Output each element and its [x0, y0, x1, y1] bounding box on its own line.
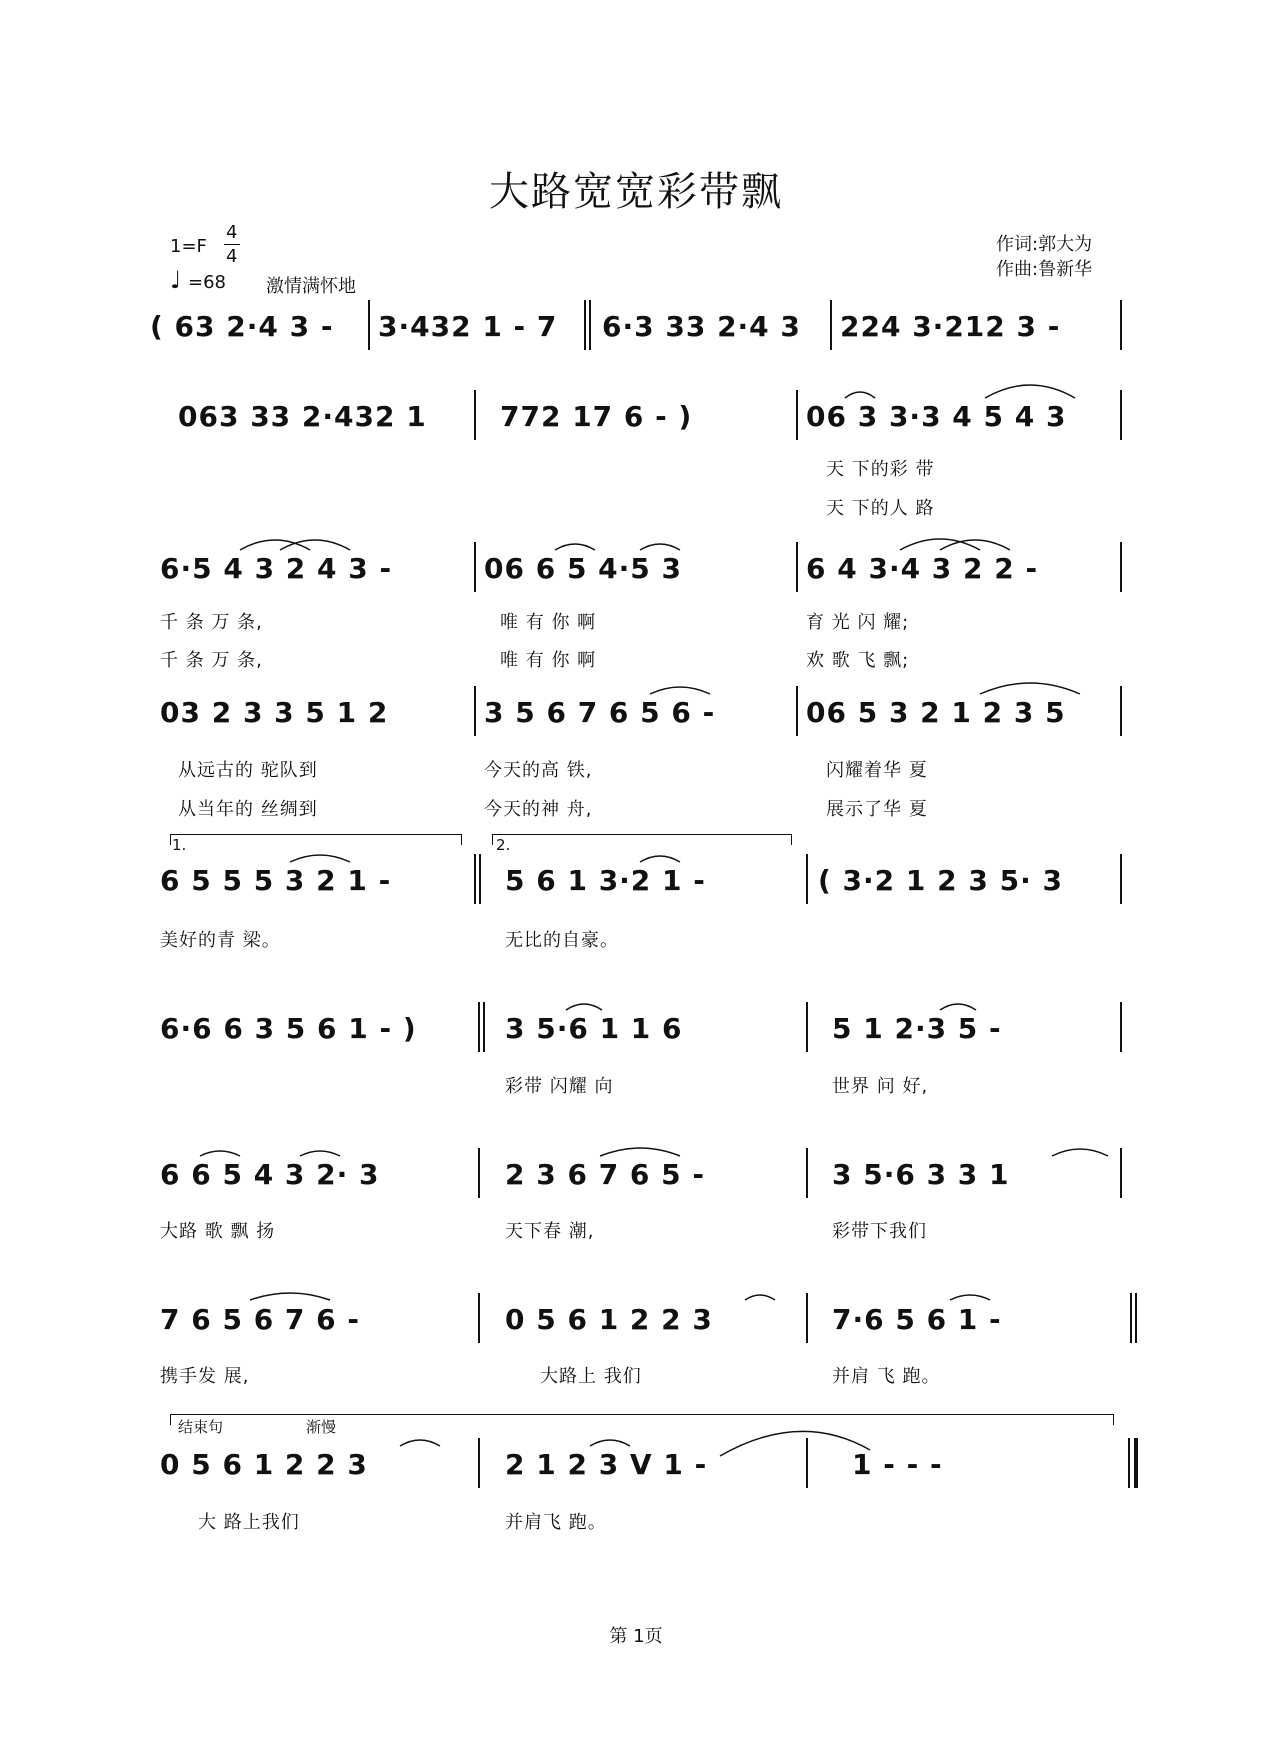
lyric-verse-1: 天下春 潮, [505, 1221, 595, 1242]
measure-2-3: 06 3 3·3 4 5 4 3 [806, 400, 1067, 433]
lyric-verse-2: 从当年的 丝绸到 [178, 799, 318, 820]
slur [555, 544, 595, 550]
slur [745, 1295, 775, 1300]
slur [940, 540, 1010, 550]
measure-9-1: 0 5 6 1 2 2 3 [160, 1448, 368, 1481]
measure-1-2: 3·432 1 - 7 [378, 310, 558, 343]
measure-7-1: 6 6 5 4 3 2· 3 [160, 1158, 380, 1191]
lyric-verse-1: 并肩 飞 跑。 [832, 1366, 941, 1387]
slur [300, 1151, 340, 1156]
slur [600, 1148, 680, 1156]
lyric-verse-2: 今天的神 舟, [484, 799, 593, 820]
measure-7-2: 2 3 6 7 6 5 - [505, 1158, 706, 1191]
measure-5-3: ( 3·2 1 2 3 5· 3 [818, 864, 1063, 897]
ending-label: 结束句 [178, 1418, 224, 1436]
lyric-verse-2: 天 下的人 路 [826, 498, 935, 519]
lyric-verse-2: 欢 歌 飞 飘; [806, 650, 910, 671]
lyric-verse-1: 大 路上我们 [198, 1512, 300, 1533]
slur [1052, 1149, 1108, 1156]
measure-3-1: 6·5 4 3 2 4 3 - [160, 552, 393, 585]
measure-7-3: 3 5·6 3 3 1 [832, 1158, 1010, 1191]
time-signature-denominator: 4 [226, 246, 238, 267]
volta-label-2: 2. [496, 836, 511, 854]
lyric-verse-1: 大路 歌 飘 扬 [160, 1221, 276, 1242]
slur [290, 855, 350, 862]
lyric-verse-1: 彩带下我们 [832, 1221, 927, 1242]
measure-3-3: 6 4 3·4 3 2 2 - [806, 552, 1039, 585]
lyric-verse-1: 世界 问 好, [832, 1076, 929, 1097]
lyric-verse-1: 携手发 展, [160, 1366, 250, 1387]
tempo-change-marking: 渐慢 [306, 1418, 337, 1436]
slur [640, 856, 680, 862]
lyric-verse-1: 大路上 我们 [540, 1366, 642, 1387]
lyric-verse-2: 展示了华 夏 [826, 799, 928, 820]
measure-8-1: 7 6 5 6 7 6 - [160, 1303, 361, 1336]
slur [250, 1293, 330, 1300]
measure-9-3: 1 - - - [852, 1448, 943, 1481]
lyricist-credit: 作词:郭大为 [996, 234, 1093, 255]
lyric-verse-1: 美好的青 梁。 [160, 930, 281, 951]
expression-marking: 激情满怀地 [266, 276, 356, 297]
lyric-verse-1: 从远古的 驼队到 [178, 760, 318, 781]
measure-3-2: 06 6 5 4·5 3 [484, 552, 683, 585]
slur [200, 1151, 240, 1156]
volta-label-1: 1. [172, 836, 187, 854]
slur [940, 1004, 976, 1010]
composer-credit: 作曲:鲁新华 [996, 259, 1093, 280]
measure-4-1: 03 2 3 3 5 1 2 [160, 696, 389, 729]
measure-1-4: 224 3·212 3 - [840, 310, 1061, 343]
lyric-verse-1: 唯 有 你 啊 [500, 612, 597, 633]
time-signature-numerator: 4 [226, 222, 238, 243]
lyric-verse-1: 彩带 闪耀 向 [505, 1076, 614, 1097]
lyric-verse-2: 唯 有 你 啊 [500, 650, 597, 671]
measure-4-2: 3 5 6 7 6 5 6 - [484, 696, 716, 729]
measure-8-2: 0 5 6 1 2 2 3 [505, 1303, 713, 1336]
slur [650, 687, 710, 694]
measure-4-3: 06 5 3 2 1 2 3 5 [806, 696, 1066, 729]
slur [980, 683, 1080, 694]
measure-6-1: 6·6 6 3 5 6 1 - ) [160, 1012, 417, 1045]
measure-1-3: 6·3 33 2·4 3 [602, 310, 801, 343]
measure-1-1: ( 63 2·4 3 - [150, 310, 334, 343]
lyric-verse-1: 千 条 万 条, [160, 612, 263, 633]
slur [590, 1440, 630, 1446]
lyric-verse-1: 天 下的彩 带 [826, 459, 935, 480]
lyric-verse-1: 闪耀着华 夏 [826, 760, 928, 781]
measure-5-2: 5 6 1 3·2 1 - [505, 864, 706, 897]
lyric-verse-1: 今天的高 铁, [484, 760, 593, 781]
measure-5-1: 6 5 5 5 3 2 1 - [160, 864, 392, 897]
slur [566, 1004, 602, 1010]
lyric-verse-2: 千 条 万 条, [160, 650, 263, 671]
measure-6-3: 5 1 2·3 5 - [832, 1012, 1002, 1045]
page-number: 第 1页 [609, 1626, 663, 1647]
slur [640, 544, 680, 550]
key-signature: 1=F [170, 236, 207, 257]
song-title: 大路宽宽彩带飘 [489, 169, 783, 215]
lyric-verse-1: 并肩飞 跑。 [505, 1512, 607, 1533]
slur [950, 1295, 990, 1300]
slur [845, 392, 875, 398]
measure-2-2: 772 17 6 - ) [500, 400, 693, 433]
tie [720, 1431, 870, 1456]
measure-8-3: 7·6 5 6 1 - [832, 1303, 1002, 1336]
slur [985, 385, 1075, 398]
slur [400, 1440, 440, 1446]
measure-2-1: 063 33 2·432 1 [178, 400, 427, 433]
measure-6-2: 3 5·6 1 1 6 [505, 1012, 683, 1045]
measure-9-2: 2 1 2 3 V 1 - [505, 1448, 708, 1481]
quarter-note-icon: ♩ [170, 266, 182, 294]
lyric-verse-1: 无比的自豪。 [505, 930, 619, 951]
lyric-verse-1: 育 光 闪 耀; [806, 612, 910, 633]
tempo-marking: =68 [188, 272, 226, 293]
